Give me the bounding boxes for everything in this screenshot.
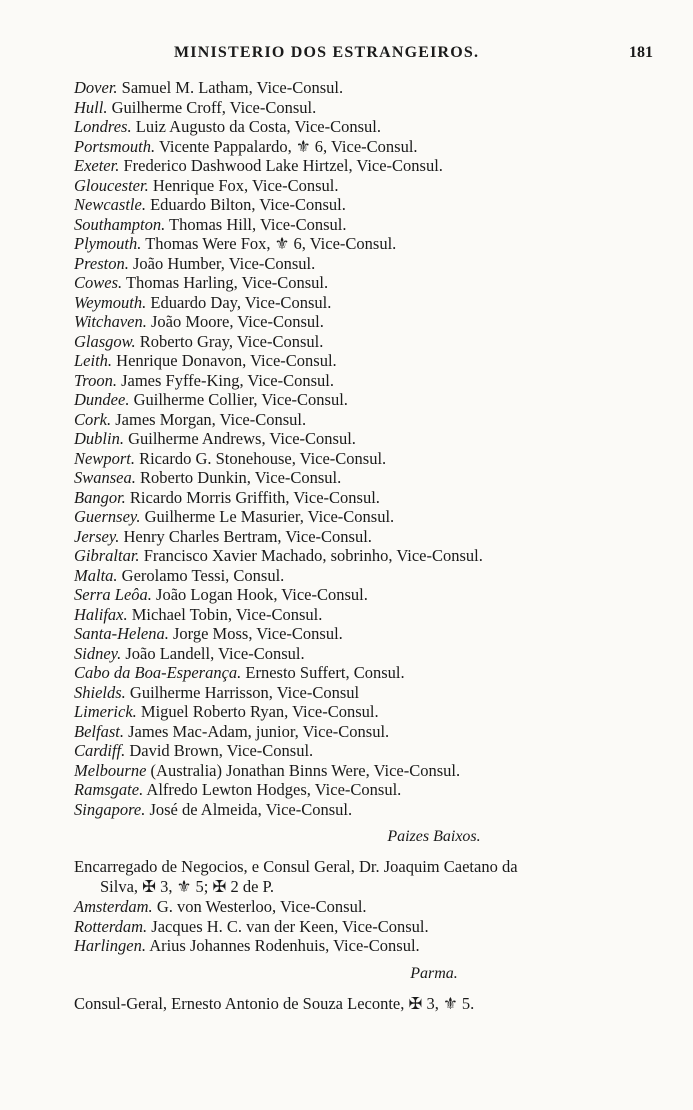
consul-text: (Australia) Jonathan Binns Were, Vice-Consul.: [150, 760, 461, 780]
list-item: [74, 468, 674, 488]
place-name: Dover.: [74, 78, 118, 97]
consul-text: Miguel Roberto Ryan, Vice-Consul.: [140, 702, 379, 721]
consul-text: Vicente Pappalardo, ⚜ 6, Vice-Consul.: [158, 136, 418, 156]
list-item: [74, 234, 674, 254]
netherlands-entries: [74, 897, 674, 956]
great-britain-entries: [74, 78, 674, 819]
list-item: [74, 936, 674, 956]
list-item: [74, 254, 674, 274]
consul-text: Thomas Hill, Vice-Consul.: [169, 214, 347, 234]
list-item: [74, 215, 674, 235]
consul-text: Henrique Fox, Vice-Consul.: [152, 175, 339, 195]
consul-text: Henry Charles Bertram, Vice-Consul.: [123, 526, 372, 546]
place-name: Serra Leôa.: [74, 585, 152, 604]
consul-text: Jorge Moss, Vice-Consul.: [172, 624, 343, 643]
list-item: [74, 98, 674, 118]
consul-text: João Moore, Vice-Consul.: [150, 312, 324, 331]
place-name: Halifax.: [74, 604, 128, 624]
place-name: Londres.: [74, 117, 132, 136]
list-item: [74, 429, 674, 449]
place-name: Southampton.: [74, 214, 166, 234]
consul-text: João Landell, Vice-Consul.: [125, 643, 305, 663]
place-name: Sidney.: [74, 643, 122, 663]
list-item: [74, 624, 674, 644]
consul-text: Eduardo Bilton, Vice-Consul.: [150, 195, 346, 214]
list-item: [74, 897, 674, 917]
netherlands-consul-general: [74, 857, 649, 897]
consul-text: James Fyffe-King, Vice-Consul.: [121, 370, 334, 390]
consul-text: Ricardo G. Stonehouse, Vice-Consul.: [139, 448, 387, 468]
place-name: Melbourne: [74, 760, 147, 780]
netherlands-consul-general-line1: Encarregado de Negocios, e Consul Geral, Dr. Joaquim Caetano da: [74, 857, 518, 876]
place-name: Rotterdam.: [74, 916, 148, 936]
list-item: [74, 566, 674, 586]
consul-text: Samuel M. Latham, Vice-Consul.: [121, 78, 344, 97]
consul-text: Francisco Xavier Machado, sobrinho, Vice-Consul.: [143, 546, 483, 565]
place-name: Harlingen.: [74, 936, 146, 955]
consul-text: G. von Westerloo, Vice-Consul.: [156, 897, 367, 916]
place-name: Cabo da Boa-Esperança.: [74, 663, 242, 682]
list-item: [74, 780, 674, 800]
place-name: Plymouth.: [74, 234, 142, 253]
consul-list: [74, 78, 674, 1014]
place-name: Malta.: [74, 565, 118, 585]
place-name: Gibraltar.: [74, 546, 140, 565]
place-name: Witchaven.: [74, 312, 147, 331]
place-name: Singapore.: [74, 799, 146, 819]
list-item: [74, 722, 674, 742]
place-name: Santa-Helena.: [74, 624, 169, 643]
consul-text: José de Almeida, Vice-Consul.: [149, 799, 353, 819]
list-item: [74, 176, 674, 196]
consul-text: Roberto Dunkin, Vice-Consul.: [140, 468, 342, 487]
list-item: [74, 78, 674, 98]
consul-text: Henrique Donavon, Vice-Consul.: [116, 351, 337, 370]
section-heading-netherlands: Paizes Baixos.: [387, 828, 481, 845]
list-item: [74, 117, 674, 137]
place-name: Newcastle.: [74, 195, 146, 214]
place-name: Amsterdam.: [74, 897, 153, 916]
list-item: [74, 507, 674, 527]
list-item: [74, 156, 674, 176]
place-name: Gloucester.: [74, 175, 149, 195]
consul-text: Guilherme Croff, Vice-Consul.: [111, 97, 317, 117]
list-item: [74, 410, 674, 430]
list-item: [74, 273, 674, 293]
page-number: 181: [629, 44, 653, 61]
list-item: [74, 527, 674, 547]
consul-text: Guilherme Collier, Vice-Consul.: [133, 390, 348, 409]
place-name: Swansea.: [74, 468, 136, 487]
list-item: [74, 761, 674, 781]
consul-text: James Morgan, Vice-Consul.: [115, 409, 307, 429]
list-item: [74, 702, 674, 722]
list-item: [74, 371, 674, 391]
parma-consul-general: Consul-Geral, Ernesto Antonio de Souza Leconte, ✠ 3, ⚜ 5.: [74, 993, 475, 1013]
list-item: [74, 644, 674, 664]
place-name: Dundee.: [74, 390, 130, 409]
list-item: [74, 488, 674, 508]
consul-text: Jacques H. C. van der Keen, Vice-Consul.: [151, 916, 429, 936]
list-item: [74, 585, 674, 605]
place-name: Troon.: [74, 370, 117, 390]
list-item: [74, 293, 674, 313]
place-name: Limerick.: [74, 702, 137, 721]
place-name: Hull.: [74, 97, 108, 117]
list-item: [74, 741, 674, 761]
place-name: Weymouth.: [74, 292, 147, 312]
place-name: Newport.: [74, 448, 135, 468]
consul-text: Michael Tobin, Vice-Consul.: [131, 604, 323, 624]
consul-text: Eduardo Day, Vice-Consul.: [150, 292, 332, 312]
list-item: [74, 351, 674, 371]
list-item: [74, 917, 674, 937]
consul-text: Ricardo Morris Griffith, Vice-Consul.: [129, 487, 380, 507]
consul-text: David Brown, Vice-Consul.: [129, 741, 314, 760]
section-heading-parma: Parma.: [410, 964, 458, 982]
place-name: Cardiff.: [74, 741, 126, 760]
consul-text: Ernesto Suffert, Consul.: [245, 663, 405, 682]
running-title: MINISTERIO DOS ESTRANGEIROS.: [174, 44, 480, 61]
consul-text: Luiz Augusto da Costa, Vice-Consul.: [135, 117, 382, 136]
place-name: Guernsey.: [74, 507, 141, 526]
list-item: [74, 332, 674, 352]
consul-text: Guilherme Andrews, Vice-Consul.: [128, 429, 356, 448]
place-name: Belfast.: [74, 721, 124, 741]
place-name: Cork.: [74, 409, 112, 429]
list-item: [74, 683, 674, 703]
consul-text: João Logan Hook, Vice-Consul.: [156, 585, 368, 604]
netherlands-consul-general-line2: Silva, ✠ 3, ⚜ 5; ✠ 2 de P.: [100, 877, 274, 896]
consul-text: João Humber, Vice-Consul.: [132, 253, 316, 273]
consul-text: Thomas Harling, Vice-Consul.: [125, 273, 329, 292]
list-item: [74, 605, 674, 625]
place-name: Jersey.: [74, 526, 120, 546]
place-name: Bangor.: [74, 487, 126, 507]
consul-text: James Mac-Adam, junior, Vice-Consul.: [128, 721, 390, 741]
list-item: [74, 312, 674, 332]
place-name: Cowes.: [74, 273, 123, 292]
place-name: Dublin.: [74, 429, 124, 448]
place-name: Leith.: [74, 351, 113, 370]
consul-text: Guilherme Harrisson, Vice-Consul: [129, 682, 360, 702]
place-name: Preston.: [74, 253, 129, 273]
list-item: [74, 390, 674, 410]
list-item: [74, 800, 674, 820]
place-name: Exeter.: [74, 156, 120, 175]
consul-text: Gerolamo Tessi, Consul.: [121, 565, 285, 585]
place-name: Ramsgate.: [74, 780, 144, 799]
consul-text: Guilherme Le Masurier, Vice-Consul.: [144, 507, 395, 526]
place-name: Portsmouth.: [74, 136, 156, 156]
consul-text: Frederico Dashwood Lake Hirtzel, Vice-Consul.: [123, 156, 443, 175]
list-item: [74, 663, 674, 683]
list-item: [74, 195, 674, 215]
list-item: [74, 137, 674, 157]
consul-text: Thomas Were Fox, ⚜ 6, Vice-Consul.: [145, 234, 397, 253]
consul-text: Alfredo Lewton Hodges, Vice-Consul.: [146, 780, 402, 799]
consul-text: Roberto Gray, Vice-Consul.: [139, 331, 324, 351]
page-header: [74, 44, 653, 68]
consul-text: Arius Johannes Rodenhuis, Vice-Consul.: [149, 936, 420, 955]
place-name: Shields.: [74, 682, 126, 702]
list-item: [74, 449, 674, 469]
list-item: [74, 546, 674, 566]
place-name: Glasgow.: [74, 331, 136, 351]
